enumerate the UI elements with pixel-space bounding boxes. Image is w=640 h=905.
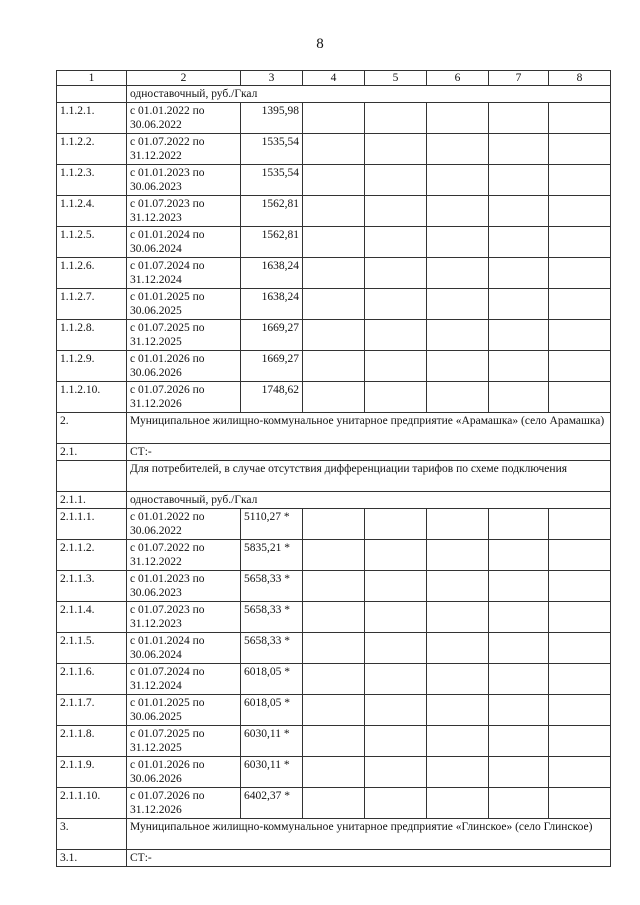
empty-cell — [489, 382, 549, 413]
tariff-row — [57, 196, 611, 227]
empty-cell — [489, 134, 549, 165]
empty-cell — [489, 103, 549, 134]
empty-cell — [549, 571, 611, 602]
empty-cell — [365, 602, 427, 633]
empty-cell — [549, 633, 611, 664]
empty-cell — [427, 695, 489, 726]
empty-cell — [489, 351, 549, 382]
row-number: 2.1.1.3. — [57, 571, 127, 602]
column-header: 3 — [241, 71, 303, 86]
tariff-row — [57, 726, 611, 757]
empty-cell — [489, 227, 549, 258]
tariff-value: 1535,54 — [241, 134, 303, 165]
empty-cell — [365, 289, 427, 320]
empty-cell — [489, 757, 549, 788]
tariff-row — [57, 320, 611, 351]
empty-cell — [365, 165, 427, 196]
section-text: СТ:- — [127, 444, 611, 461]
empty-cell — [365, 664, 427, 695]
empty-cell — [489, 258, 549, 289]
empty-cell — [427, 258, 489, 289]
tariff-value: 1535,54 — [241, 165, 303, 196]
row-number: 1.1.2.9. — [57, 351, 127, 382]
section-text: Для потребителей, в случае отсутствия дифференциации тарифов по схеме подключения — [127, 461, 611, 492]
column-header: 8 — [549, 71, 611, 86]
empty-cell — [549, 757, 611, 788]
empty-cell — [427, 196, 489, 227]
empty-cell — [365, 788, 427, 819]
section-row — [57, 492, 611, 509]
tariff-value: 1669,27 — [241, 351, 303, 382]
empty-cell — [489, 664, 549, 695]
tariff-row — [57, 788, 611, 819]
tariff-value: 1669,27 — [241, 320, 303, 351]
tariff-row — [57, 664, 611, 695]
empty-cell — [549, 540, 611, 571]
empty-cell — [549, 103, 611, 134]
empty-cell — [365, 633, 427, 664]
row-number: 2.1.1.9. — [57, 757, 127, 788]
tariff-row — [57, 633, 611, 664]
empty-cell — [365, 196, 427, 227]
section-row — [57, 86, 611, 103]
empty-cell — [489, 509, 549, 540]
empty-cell — [303, 165, 365, 196]
empty-cell — [427, 227, 489, 258]
section-text: Муниципальное жилищно-коммунальное унитарное предприятие «Арамашка» (село Арамашка) — [127, 413, 611, 444]
tariff-row — [57, 103, 611, 134]
row-number: 2.1.1.4. — [57, 602, 127, 633]
empty-cell — [365, 382, 427, 413]
row-number: 3. — [57, 819, 127, 850]
row-number: 2.1.1.8. — [57, 726, 127, 757]
empty-cell — [489, 571, 549, 602]
empty-cell — [303, 633, 365, 664]
empty-cell — [303, 757, 365, 788]
row-number: 1.1.2.3. — [57, 165, 127, 196]
tariff-row — [57, 509, 611, 540]
empty-cell — [427, 320, 489, 351]
period-cell: с 01.07.2024 по 31.12.2024 — [127, 258, 241, 289]
row-number: 1.1.2.10. — [57, 382, 127, 413]
tariff-row — [57, 602, 611, 633]
empty-cell — [365, 726, 427, 757]
row-number: 1.1.2.6. — [57, 258, 127, 289]
period-cell: с 01.01.2025 по 30.06.2025 — [127, 289, 241, 320]
section-row — [57, 461, 611, 492]
empty-cell — [303, 227, 365, 258]
empty-cell — [365, 320, 427, 351]
row-number: 2.1.1.5. — [57, 633, 127, 664]
period-cell: с 01.01.2025 по 30.06.2025 — [127, 695, 241, 726]
empty-cell — [303, 320, 365, 351]
empty-cell — [303, 726, 365, 757]
empty-cell — [427, 382, 489, 413]
period-cell: с 01.07.2025 по 31.12.2025 — [127, 726, 241, 757]
empty-cell — [303, 695, 365, 726]
tariff-value: 5110,27 * — [241, 509, 303, 540]
section-text: СТ:- — [127, 850, 611, 867]
empty-cell — [303, 351, 365, 382]
row-number: 2.1.1. — [57, 492, 127, 509]
tariff-value: 5658,33 * — [241, 571, 303, 602]
tariff-row — [57, 540, 611, 571]
column-header-row — [57, 71, 611, 86]
empty-cell — [427, 509, 489, 540]
tariff-row — [57, 258, 611, 289]
tariff-table — [56, 70, 611, 867]
tariff-value: 1562,81 — [241, 227, 303, 258]
empty-cell — [365, 134, 427, 165]
empty-cell — [427, 571, 489, 602]
empty-cell — [365, 757, 427, 788]
empty-cell — [549, 664, 611, 695]
tariff-row — [57, 351, 611, 382]
tariff-value: 1562,81 — [241, 196, 303, 227]
period-cell: с 01.01.2023 по 30.06.2023 — [127, 571, 241, 602]
page-number: 8 — [316, 36, 324, 52]
column-header: 1 — [57, 71, 127, 86]
period-cell: с 01.07.2023 по 31.12.2023 — [127, 602, 241, 633]
row-number: 1.1.2.4. — [57, 196, 127, 227]
empty-cell — [489, 602, 549, 633]
empty-cell — [489, 540, 549, 571]
empty-cell — [365, 351, 427, 382]
empty-cell — [303, 289, 365, 320]
period-cell: с 01.07.2025 по 31.12.2025 — [127, 320, 241, 351]
empty-cell — [365, 509, 427, 540]
tariff-row — [57, 289, 611, 320]
tariff-value: 1638,24 — [241, 289, 303, 320]
tariff-row — [57, 757, 611, 788]
empty-cell — [365, 695, 427, 726]
empty-cell — [549, 351, 611, 382]
empty-cell — [489, 320, 549, 351]
column-header: 7 — [489, 71, 549, 86]
tariff-row — [57, 382, 611, 413]
row-number: 3.1. — [57, 850, 127, 867]
empty-cell — [427, 633, 489, 664]
empty-cell — [489, 695, 549, 726]
section-row — [57, 413, 611, 444]
tariff-row — [57, 227, 611, 258]
empty-cell — [549, 320, 611, 351]
period-cell: с 01.07.2022 по 31.12.2022 — [127, 134, 241, 165]
row-number: 2.1.1.10. — [57, 788, 127, 819]
period-cell: с 01.01.2022 по 30.06.2022 — [127, 103, 241, 134]
empty-cell — [427, 351, 489, 382]
row-number: 1.1.2.2. — [57, 134, 127, 165]
row-number — [57, 461, 127, 492]
row-number: 2.1.1.6. — [57, 664, 127, 695]
empty-cell — [303, 103, 365, 134]
empty-cell — [549, 509, 611, 540]
tariff-value: 5658,33 * — [241, 602, 303, 633]
empty-cell — [549, 227, 611, 258]
empty-cell — [549, 788, 611, 819]
empty-cell — [489, 726, 549, 757]
period-cell: с 01.01.2023 по 30.06.2023 — [127, 165, 241, 196]
empty-cell — [489, 633, 549, 664]
tariff-row — [57, 571, 611, 602]
section-text: Муниципальное жилищно-коммунальное унитарное предприятие «Глинское» (село Глинское) — [127, 819, 611, 850]
column-header: 5 — [365, 71, 427, 86]
empty-cell — [489, 289, 549, 320]
tariff-row — [57, 695, 611, 726]
row-number: 1.1.2.5. — [57, 227, 127, 258]
row-number — [57, 86, 127, 103]
row-number: 2.1.1.2. — [57, 540, 127, 571]
empty-cell — [365, 103, 427, 134]
row-number: 2. — [57, 413, 127, 444]
section-text: одноставочный, руб./Гкал — [127, 492, 611, 509]
empty-cell — [427, 788, 489, 819]
row-number: 1.1.2.1. — [57, 103, 127, 134]
section-row — [57, 444, 611, 461]
empty-cell — [427, 757, 489, 788]
tariff-value: 6030,11 * — [241, 757, 303, 788]
tariff-value: 6030,11 * — [241, 726, 303, 757]
row-number: 2.1.1.7. — [57, 695, 127, 726]
period-cell: с 01.01.2026 по 30.06.2026 — [127, 351, 241, 382]
empty-cell — [489, 165, 549, 196]
tariff-value: 1395,98 — [241, 103, 303, 134]
empty-cell — [549, 602, 611, 633]
empty-cell — [303, 196, 365, 227]
empty-cell — [303, 134, 365, 165]
period-cell: с 01.07.2022 по 31.12.2022 — [127, 540, 241, 571]
tariff-value: 1638,24 — [241, 258, 303, 289]
empty-cell — [427, 103, 489, 134]
empty-cell — [303, 571, 365, 602]
empty-cell — [365, 571, 427, 602]
empty-cell — [549, 726, 611, 757]
period-cell: с 01.01.2024 по 30.06.2024 — [127, 227, 241, 258]
empty-cell — [303, 258, 365, 289]
period-cell: с 01.01.2022 по 30.06.2022 — [127, 509, 241, 540]
period-cell: с 01.07.2026 по 31.12.2026 — [127, 788, 241, 819]
row-number: 1.1.2.7. — [57, 289, 127, 320]
row-number: 2.1.1.1. — [57, 509, 127, 540]
period-cell: с 01.01.2024 по 30.06.2024 — [127, 633, 241, 664]
section-row — [57, 850, 611, 867]
empty-cell — [549, 258, 611, 289]
section-row — [57, 819, 611, 850]
period-cell: с 01.07.2023 по 31.12.2023 — [127, 196, 241, 227]
empty-cell — [303, 602, 365, 633]
empty-cell — [303, 540, 365, 571]
empty-cell — [549, 289, 611, 320]
empty-cell — [549, 196, 611, 227]
tariff-value: 5835,21 * — [241, 540, 303, 571]
tariff-row — [57, 134, 611, 165]
empty-cell — [303, 788, 365, 819]
tariff-value: 6402,37 * — [241, 788, 303, 819]
empty-cell — [427, 602, 489, 633]
period-cell: с 01.01.2026 по 30.06.2026 — [127, 757, 241, 788]
empty-cell — [427, 540, 489, 571]
tariff-value: 6018,05 * — [241, 664, 303, 695]
empty-cell — [427, 289, 489, 320]
empty-cell — [489, 196, 549, 227]
empty-cell — [549, 165, 611, 196]
period-cell: с 01.07.2024 по 31.12.2024 — [127, 664, 241, 695]
tariff-value: 5658,33 * — [241, 633, 303, 664]
empty-cell — [549, 382, 611, 413]
empty-cell — [303, 664, 365, 695]
empty-cell — [427, 664, 489, 695]
empty-cell — [427, 134, 489, 165]
empty-cell — [303, 382, 365, 413]
column-header: 2 — [127, 71, 241, 86]
empty-cell — [365, 227, 427, 258]
tariff-value: 6018,05 * — [241, 695, 303, 726]
period-cell: с 01.07.2026 по 31.12.2026 — [127, 382, 241, 413]
section-text: одноставочный, руб./Гкал — [127, 86, 611, 103]
row-number: 1.1.2.8. — [57, 320, 127, 351]
empty-cell — [427, 726, 489, 757]
column-header: 4 — [303, 71, 365, 86]
column-header: 6 — [427, 71, 489, 86]
row-number: 2.1. — [57, 444, 127, 461]
tariff-value: 1748,62 — [241, 382, 303, 413]
empty-cell — [549, 695, 611, 726]
empty-cell — [365, 258, 427, 289]
empty-cell — [303, 509, 365, 540]
empty-cell — [489, 788, 549, 819]
tariff-row — [57, 165, 611, 196]
empty-cell — [365, 540, 427, 571]
empty-cell — [427, 165, 489, 196]
empty-cell — [549, 134, 611, 165]
